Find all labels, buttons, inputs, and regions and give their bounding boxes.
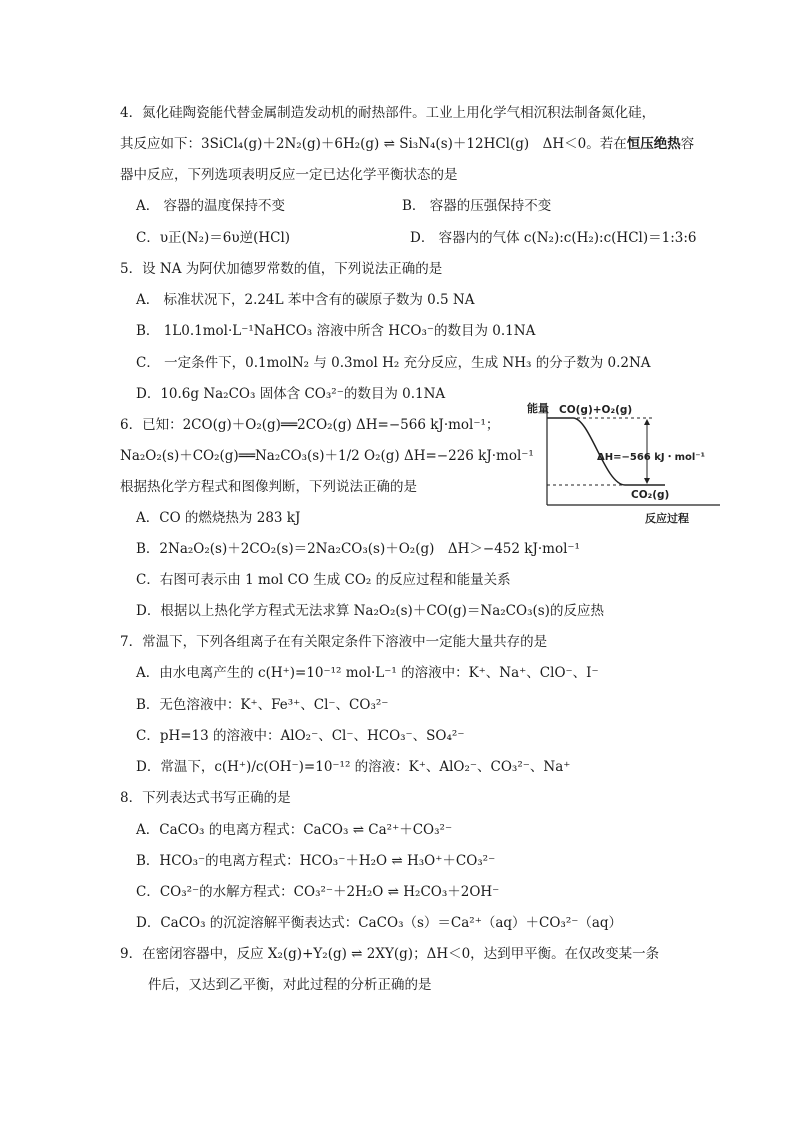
q6-stem-line2: Na₂O₂(s)＋CO₂(g)══Na₂CO₃(s)＋1/2 O₂(g) ΔH=−226 kJ·mol⁻¹ <box>120 448 534 464</box>
q6-option-b: B．2Na₂O₂(s)＋2CO₂(s)＝2Na₂CO₃(s)＋O₂(g) ΔH＞−452 kJ·mol⁻¹ <box>136 541 580 557</box>
energy-diagram <box>525 400 725 530</box>
q8-option-d: D．CaCO₃ 的沉淀溶解平衡表达式：CaCO₃（s）＝Ca²⁺（aq）＋CO₃²⁻（aq） <box>136 915 623 931</box>
q5-option-a: A． 标准状况下，2.24L 苯中含有的碳原子数为 0.5 NA <box>136 292 475 308</box>
delta-h-arrow-head-bottom <box>644 478 650 484</box>
q8-stem: 8．下列表达式书写正确的是 <box>120 790 291 806</box>
q5-option-d: D．10.6g Na₂CO₃ 固体含 CO₃²⁻的数目为 0.1NA <box>136 386 446 402</box>
q6-stem-line3: 根据热化学方程式和图像判断，下列说法正确的是 <box>120 479 417 495</box>
q4-equation: 其反应如下：3SiCl₄(g)＋2N₂(g)＋6H₂(g) ⇌ Si₃N₄(s)＋12HCl(g) ΔH＜0。若在 <box>120 136 627 152</box>
delta-h-label: ΔH=−566 kJ・mol⁻¹ <box>597 452 705 463</box>
q4-option-d: D． 容器内的气体 c(N₂):c(H₂):c(HCl)＝1:3:6 <box>410 230 697 246</box>
q8-option-b: B．HCO₃⁻的电离方程式：HCO₃⁻＋H₂O ⇌ H₃O⁺＋CO₃²⁻ <box>136 853 496 869</box>
q4-stem-line1: 4．氮化硅陶瓷能代替金属制造发动机的耐热部件。工业上用化学气相沉积法制备氮化硅， <box>120 105 656 121</box>
y-axis-label: 能量 <box>527 402 549 415</box>
q7-option-a: A．由水电离产生的 c(H⁺)=10⁻¹² mol·L⁻¹ 的溶液中：K⁺、Na⁺、ClO⁻、I⁻ <box>136 665 599 681</box>
q8-option-c: C．CO₃²⁻的水解方程式：CO₃²⁻＋2H₂O ⇌ H₂CO₃＋2OH⁻ <box>136 884 500 900</box>
q5-stem: 5．设 NA 为阿伏加德罗常数的值，下列说法正确的是 <box>120 261 443 277</box>
q7-option-d: D．常温下，c(H⁺)/c(OH⁻)=10⁻¹² 的溶液：K⁺、AlO₂⁻、CO₃²⁻、Na⁺ <box>136 759 571 775</box>
q4-option-c: C．υ正(N₂)＝6υ逆(HCl) <box>136 230 291 246</box>
q4-option-a: A． 容器的温度保持不变 <box>136 198 286 214</box>
q4-stem-line2 <box>120 135 694 153</box>
q6-option-a: A．CO 的燃烧热为 283 kJ <box>136 510 301 526</box>
q4-option-b: B． 容器的压强保持不变 <box>402 198 552 214</box>
q5-option-c: C． 一定条件下，0.1molN₂ 与 0.3mol H₂ 充分反应，生成 NH₃ 的分子数为 0.2NA <box>136 355 651 371</box>
q7-stem: 7．常温下，下列各组离子在有关限定条件下溶液中一定能大量共存的是 <box>120 634 548 650</box>
delta-h-arrow-head-top <box>644 419 650 425</box>
reactant-label: CO(g)+O₂(g) <box>559 404 633 416</box>
q5-option-b: B． 1L0.1mol·L⁻¹NaHCO₃ 溶液中所含 HCO₃⁻的数目为 0.1NA <box>136 323 536 339</box>
q9-stem-line2: 件后，又达到乙平衡，对此过程的分析正确的是 <box>148 977 432 993</box>
q4-line2-end: 容 <box>680 136 695 152</box>
q7-option-b: B．无色溶液中：K⁺、Fe³⁺、Cl⁻、CO₃²⁻ <box>136 697 389 713</box>
q6-option-c: C．右图可表示由 1 mol CO 生成 CO₂ 的反应过程和能量关系 <box>136 572 511 588</box>
q7-option-c: C．pH=13 的溶液中：AlO₂⁻、Cl⁻、HCO₃⁻、SO₄²⁻ <box>136 728 465 744</box>
x-axis-label: 反应过程 <box>645 512 689 525</box>
product-label: CO₂(g) <box>631 489 670 501</box>
q4-emphasis: 恒压绝热 <box>626 136 681 152</box>
q6-stem-line1: 6．已知：2CO(g)＋O₂(g)══2CO₂(g) ΔH=−566 kJ·mol⁻¹； <box>120 417 500 433</box>
q6-option-d: D．根据以上热化学方程式无法求算 Na₂O₂(s)＋CO(g)＝Na₂CO₃(s)的反应热 <box>136 603 604 619</box>
q9-stem-line1: 9．在密闭容器中，反应 X₂(g)+Y₂(g) ⇌ 2XY(g)；ΔH＜0，达到甲平衡。在仅改变某一条 <box>120 946 660 962</box>
q4-stem-line3: 器中反应，下列选项表明反应一定已达化学平衡状态的是 <box>120 167 458 183</box>
q8-option-a: A．CaCO₃ 的电离方程式：CaCO₃ ⇌ Ca²⁺＋CO₃²⁻ <box>136 822 453 838</box>
